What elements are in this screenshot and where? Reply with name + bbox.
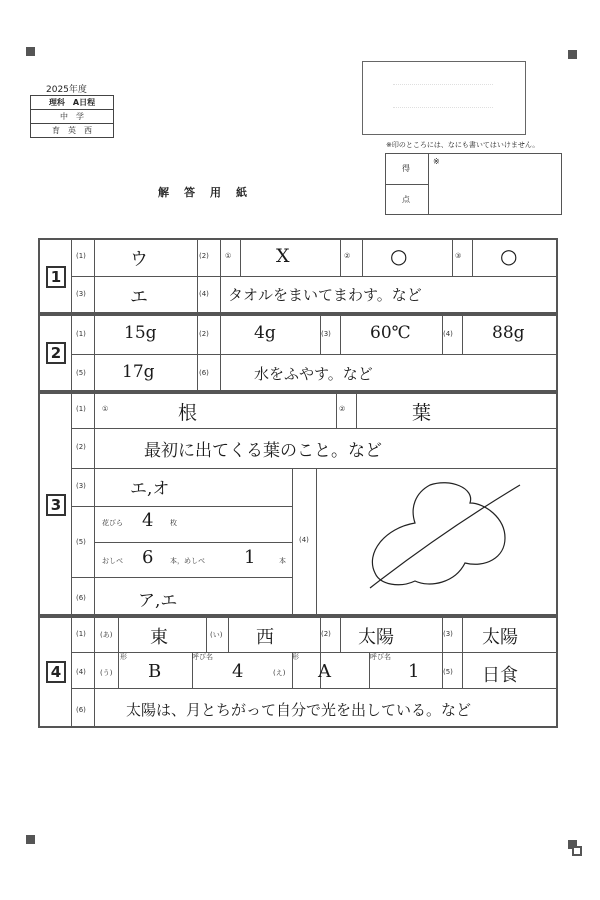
s4-q4u-call-label: 呼び名 [192, 653, 213, 661]
s3-q3-label: (3) [76, 482, 86, 490]
s1-q4-answer: タオルをまいてまわす。など [228, 286, 422, 304]
stamen-count: 6 [142, 547, 154, 568]
s2-q2-answer: 4g [254, 323, 276, 343]
s4-q4e-label: (え) [273, 669, 286, 677]
s4-q6-label: (6) [76, 706, 86, 714]
s4-q6-answer: 太陽は、月とちがって自分で光を出している。など [126, 701, 472, 719]
s4-q4-label: (4) [76, 668, 86, 676]
s2-q3-label: (3) [321, 330, 331, 338]
s2-q3-answer: 60℃ [370, 323, 411, 343]
s3-q5-label: (5) [76, 538, 86, 546]
s3-q1-answer1: 根 [178, 402, 198, 424]
s4-q1a-label: (あ) [100, 631, 113, 639]
s2-q5-answer: 17g [122, 362, 155, 382]
section-1-number: 1 [46, 266, 66, 288]
s2-q4-label: (4) [443, 330, 453, 338]
s3-q6-answer: ア,エ [138, 591, 178, 611]
s4-q3-answer: 太陽 [482, 627, 518, 648]
leaf-drawing [355, 473, 535, 603]
s1-q4-label: (4) [199, 290, 209, 298]
s3-q1-sub2: ② [339, 405, 346, 413]
s4-q4e-shape-label: 形 [292, 653, 299, 661]
stamen-label: おしべ [102, 557, 123, 565]
registration-mark-top-right [568, 50, 577, 59]
petal-label: 花びら [102, 519, 123, 527]
s4-q4e-name: 1 [408, 661, 420, 682]
s4-q5-answer: 日食 [482, 665, 518, 686]
s4-q1-label: (1) [76, 630, 86, 638]
s4-q4u-label: (う) [100, 669, 113, 677]
s1-q2-answer1: X [276, 245, 290, 267]
page-title: 解 答 用 紙 [158, 186, 249, 199]
s2-q6-answer: 水をふやす。など [254, 365, 373, 383]
s3-q1-label: (1) [76, 405, 86, 413]
section-2-number: 2 [46, 342, 66, 364]
s4-q4u-shape-label: 形 [120, 653, 127, 661]
petal-count: 4 [142, 510, 154, 531]
s3-q2-label: (2) [76, 443, 86, 451]
petal-unit: 枚 [170, 519, 177, 527]
s1-q3-label: (3) [76, 290, 86, 298]
stamen-unit: 本，めしべ [170, 557, 205, 565]
s3-q6-label: (6) [76, 594, 86, 602]
s4-q4e-call-label: 呼び名 [370, 653, 391, 661]
score-box [385, 153, 562, 215]
s4-q4e-shape: A [318, 661, 331, 682]
registration-mark-bottom-left [26, 835, 35, 844]
s4-q1b-label: (い) [210, 631, 223, 639]
s1-q3-answer: エ [130, 287, 148, 308]
s2-q5-label: (5) [76, 369, 86, 377]
s1-q2-answer2: ○ [390, 244, 408, 268]
exam-subject: 理科 A日程 [31, 96, 113, 110]
s3-q1-answer2: 葉 [412, 402, 432, 424]
id-label-box [362, 61, 526, 135]
s1-q1-label: (1) [76, 252, 86, 260]
s1-q2-sub2: ② [344, 252, 351, 260]
no-write-notice: ※印のところには、なにも書いてはいけません。 [386, 141, 540, 149]
s4-q5-label: (5) [443, 668, 453, 676]
s4-q2-answer: 太陽 [358, 627, 394, 648]
s4-q1b-answer: 西 [256, 627, 274, 648]
s2-q2-label: (2) [199, 330, 209, 338]
section-3-number: 3 [46, 494, 66, 516]
pistil-count: 1 [244, 547, 256, 568]
s4-q1a-answer: 東 [150, 627, 168, 648]
s2-q6-label: (6) [199, 369, 209, 377]
s3-q4-label: (4) [299, 536, 309, 544]
s2-q1-answer: 15g [124, 323, 157, 343]
s1-q2-sub1: ① [225, 252, 232, 260]
s1-q2-answer3: ○ [500, 244, 518, 268]
s3-q2-answer: 最初に出てくる葉のこと。など [144, 441, 382, 461]
s2-q4-answer: 88g [492, 323, 525, 343]
exam-info-box [30, 95, 114, 138]
score-label-bottom: 点 [402, 195, 410, 204]
section-4-number: 4 [46, 661, 66, 683]
s4-q3-label: (3) [443, 630, 453, 638]
s3-q1-sub1: ① [102, 405, 109, 413]
s4-q4u-shape: B [148, 661, 162, 682]
school-name: 育 英 西 [52, 126, 92, 135]
pistil-unit: 本 [279, 557, 286, 565]
s1-q2-label: (2) [199, 252, 209, 260]
score-label-top: 得 [402, 164, 410, 173]
s3-q3-answer: エ,オ [130, 479, 170, 499]
score-mark: ※ [433, 157, 440, 166]
s1-q2-sub3: ③ [455, 252, 462, 260]
s4-q4u-name: 4 [232, 661, 244, 682]
registration-mark-top-left [26, 47, 35, 56]
exam-year: 2025年度 [46, 85, 87, 95]
s4-q2-label: (2) [321, 630, 331, 638]
school-type: 中 学 [31, 110, 113, 124]
s1-q1-answer: ウ [130, 249, 148, 270]
s2-q1-label: (1) [76, 330, 86, 338]
registration-mark-box [572, 846, 582, 856]
